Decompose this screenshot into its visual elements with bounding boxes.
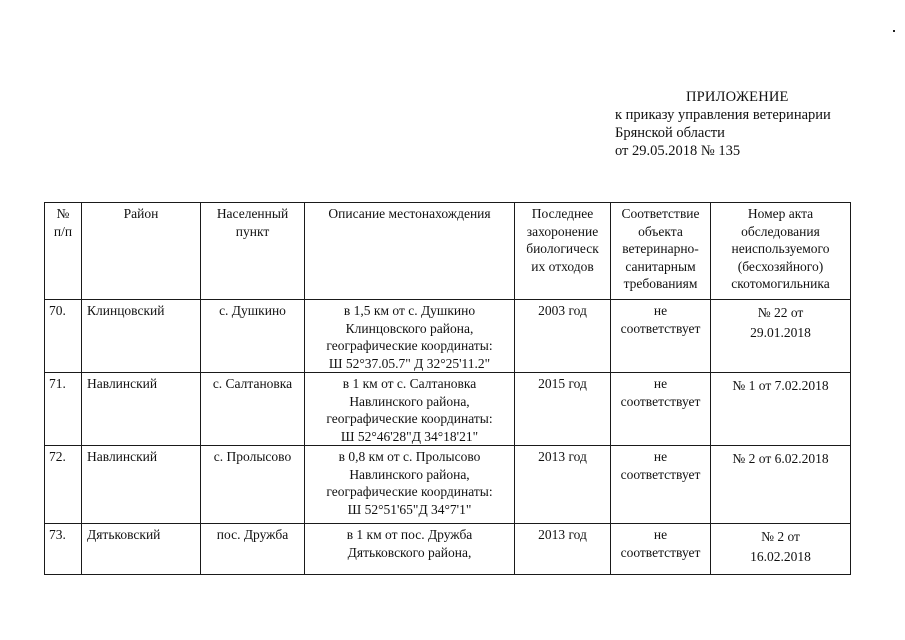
- row-number: 70.: [45, 300, 82, 373]
- row-location: [305, 446, 515, 524]
- row-act-number: [711, 373, 851, 446]
- act-line: № 1 от 7.02.2018: [732, 378, 829, 393]
- appendix-region-line: Брянской области: [615, 125, 725, 141]
- table-header-row: [45, 203, 851, 300]
- header-line: санитарным: [625, 258, 696, 274]
- appendix-title: ПРИЛОЖЕНИЕ: [686, 89, 789, 105]
- header-number: [45, 203, 82, 300]
- location-line: географические координаты:: [326, 484, 493, 499]
- row-conformity: [611, 524, 711, 575]
- act-line: 29.01.2018: [750, 325, 811, 340]
- conformity-line: соответствует: [620, 467, 701, 482]
- row-last-burial: 2015 год: [515, 373, 611, 446]
- header-line: Соответствие: [621, 206, 700, 221]
- header-line: Описание местонахождения: [328, 206, 491, 221]
- row-district: Навлинский: [82, 446, 201, 524]
- row-act-number: [711, 300, 851, 373]
- location-line: Навлинского района,: [349, 393, 470, 409]
- location-line: географические координаты:: [326, 338, 493, 353]
- appendix-block: [615, 88, 831, 160]
- location-line: в 1 км от пос. Дружба: [346, 527, 473, 542]
- row-location: [305, 300, 515, 373]
- table-row: [45, 446, 851, 524]
- row-last-burial: 2013 год: [515, 524, 611, 575]
- location-line: в 1,5 км от с. Душкино: [343, 303, 476, 318]
- header-line: обследования: [741, 223, 820, 239]
- appendix-order-line: к приказу управления ветеринарии: [615, 107, 831, 123]
- row-conformity: [611, 300, 711, 373]
- header-line: биологическ: [526, 241, 599, 256]
- header-line: требованиям: [623, 276, 698, 291]
- conformity-line: не: [653, 303, 668, 318]
- act-line: № 22 от: [757, 305, 804, 320]
- header-settlement: [201, 203, 305, 300]
- header-line: их отходов: [531, 258, 594, 274]
- table-row: [45, 524, 851, 575]
- header-act-number: [711, 203, 851, 300]
- location-line: в 0,8 км от с. Пролысово: [338, 449, 481, 464]
- act-line: № 2 от 6.02.2018: [732, 451, 829, 466]
- location-line: Клинцовского района,: [345, 320, 474, 336]
- header-line: пункт: [235, 223, 270, 239]
- header-location: [305, 203, 515, 300]
- header-line: объекта: [638, 223, 683, 239]
- appendix-date-line: от 29.05.2018 № 135: [615, 143, 741, 159]
- conformity-line: соответствует: [620, 545, 701, 560]
- conformity-line: не: [653, 376, 668, 391]
- row-number: 72.: [45, 446, 82, 524]
- header-line: скотомогильника: [731, 276, 830, 291]
- header-line: Последнее: [531, 206, 594, 221]
- location-line: в 1 км от с. Салтановка: [342, 376, 477, 391]
- row-act-number: [711, 524, 851, 575]
- row-district: Навлинский: [82, 373, 201, 446]
- location-line: Навлинского района,: [349, 466, 470, 482]
- row-last-burial: 2003 год: [515, 300, 611, 373]
- conformity-line: соответствует: [620, 394, 701, 409]
- header-line: Район: [123, 206, 159, 221]
- row-settlement: с. Салтановка: [201, 373, 305, 446]
- row-settlement: с. Душкино: [201, 300, 305, 373]
- location-line: географические координаты:: [326, 411, 493, 426]
- location-line: Ш 52°51'65"Д 34°7'1": [347, 501, 472, 517]
- header-line: п/п: [53, 223, 73, 239]
- act-line: № 2 от: [761, 529, 800, 544]
- table-row: [45, 373, 851, 446]
- conformity-line: соответствует: [620, 321, 701, 336]
- row-location: [305, 373, 515, 446]
- row-act-number: [711, 446, 851, 524]
- header-conformity: [611, 203, 711, 300]
- conformity-line: не: [653, 527, 668, 542]
- header-line: Номер акта: [747, 206, 814, 221]
- header-line: ветеринарно-: [622, 241, 699, 256]
- row-last-burial: 2013 год: [515, 446, 611, 524]
- location-line: Ш 52°46'28"Д 34°18'21": [340, 428, 479, 444]
- location-line: Дятьковского района,: [347, 544, 472, 560]
- header-line: (бесхозяйного): [737, 258, 824, 274]
- row-district: Клинцовский: [82, 300, 201, 373]
- header-line: неиспользуемого: [731, 241, 830, 256]
- header-last-burial: [515, 203, 611, 300]
- row-location: [305, 524, 515, 575]
- conformity-line: не: [653, 449, 668, 464]
- header-line: №: [56, 206, 70, 221]
- row-conformity: [611, 373, 711, 446]
- row-settlement: пос. Дружба: [201, 524, 305, 575]
- location-line: Ш 52°37.05.7" Д 32°25'11.2": [328, 355, 491, 371]
- cattle-burial-sites-table: [44, 202, 851, 575]
- header-line: захоронение: [526, 223, 599, 239]
- row-conformity: [611, 446, 711, 524]
- scan-speck: [893, 30, 895, 32]
- header-line: Населенный: [216, 206, 289, 221]
- table-row: [45, 300, 851, 373]
- act-line: 16.02.2018: [750, 549, 811, 564]
- row-number: 73.: [45, 524, 82, 575]
- row-district: Дятьковский: [82, 524, 201, 575]
- row-settlement: с. Пролысово: [201, 446, 305, 524]
- header-district: [82, 203, 201, 300]
- row-number: 71.: [45, 373, 82, 446]
